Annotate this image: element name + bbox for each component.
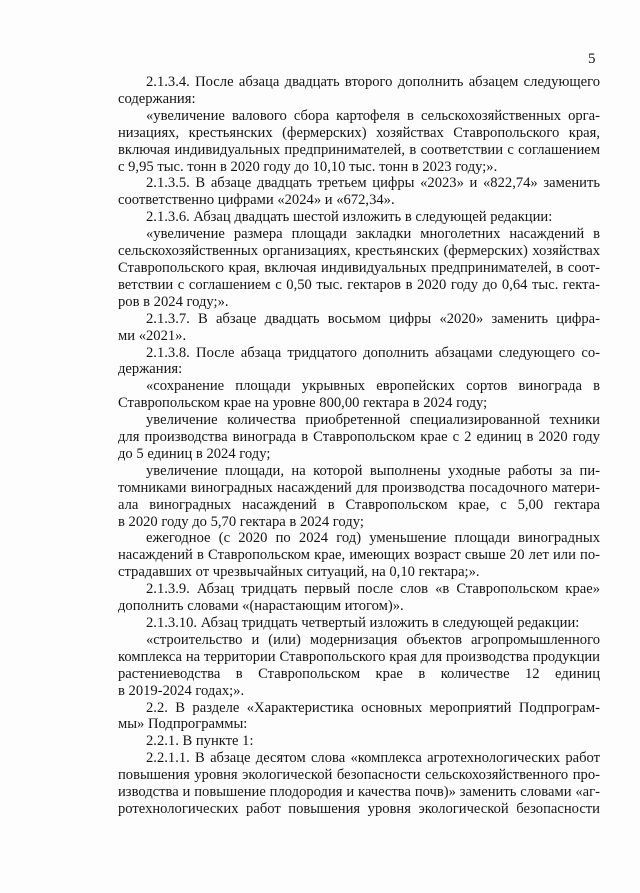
paragraph <box>118 463 600 531</box>
paragraph <box>118 581 600 615</box>
text-line: соответственно цифрами «2024» и «672,34». <box>118 192 395 209</box>
paragraph <box>118 378 600 412</box>
paragraph <box>118 175 600 209</box>
text-line: повышения уровня экологической безопасности сельскохозяйственного про- <box>118 767 600 784</box>
paragraph <box>118 209 600 226</box>
paragraph <box>118 345 600 379</box>
text-line: страдавших от чрезвычайных ситуаций, на 0,10 гектара;». <box>118 564 480 581</box>
text-line: ежегодное (с 2020 по 2024 год) уменьшение площади виноградных <box>146 530 600 547</box>
text-line: ров в 2024 году;». <box>118 293 229 310</box>
text-line: комплекса на территории Ставропольского края для производства продукции <box>118 648 600 665</box>
paragraph <box>118 750 600 818</box>
text-line: 2.2. В разделе «Характеристика основных мероприятий Подпрограм- <box>146 699 600 716</box>
paragraph <box>118 615 600 632</box>
text-line: 2.1.3.7. В абзаце двадцать восьмом цифры «2020» заменить цифра- <box>146 310 600 327</box>
text-line: с 9,95 тыс. тонн в 2020 году до 10,10 тыс. тонн в 2023 году;». <box>118 158 498 175</box>
paragraph <box>118 108 600 176</box>
text-line: растениеводства в Ставропольском крае в количестве 12 единиц <box>118 665 600 682</box>
text-line: 2.1.3.8. После абзаца тридцатого дополнить абзацами следующего со- <box>146 344 600 361</box>
page-number: 5 <box>588 51 596 67</box>
text-line: насаждений в Ставропольском крае, имеющих возраст свыше 20 лет или по- <box>118 547 600 564</box>
paragraph <box>118 74 600 108</box>
text-line: в 2019-2024 годах;». <box>118 682 245 699</box>
text-line: в 2020 году до 5,70 гектара в 2024 году; <box>118 513 364 530</box>
text-line: Ставропольского края, включая индивидуальных предпринимателей, в соот- <box>118 259 600 276</box>
text-line: ала виноградных насаждений в Ставропольском крае, с 5,00 гектара <box>118 496 600 513</box>
paragraph <box>118 733 600 750</box>
text-line: ветствии с соглашением с 0,50 тыс. гектаров в 2020 году до 0,64 тыс. гекта- <box>118 276 600 293</box>
text-line: 2.1.3.6. Абзац двадцать шестой изложить в следующей редакции: <box>146 209 553 226</box>
text-line: «сохранение площади укрывных европейских сортов винограда в <box>146 378 600 395</box>
paragraph <box>118 530 600 581</box>
text-line: для производства винограда в Ставропольском крае с 2 единиц в 2020 году <box>118 429 600 446</box>
text-line: низациях, крестьянских (фермерских) хозяйствах Ставропольского края, <box>118 124 600 141</box>
text-line: 2.1.3.4. После абзаца двадцать второго дополнить абзацем следующего <box>146 74 600 90</box>
text-line: дополнить словами «(нарастающим итогом)». <box>118 598 404 615</box>
text-line: увеличение площади, на которой выполнены уходные работы за пи- <box>146 462 600 479</box>
text-line: ми «2021». <box>118 327 187 344</box>
text-line: сельскохозяйственных организациях, крестьянских (фермерских) хозяйствах <box>118 243 600 260</box>
paragraph <box>118 226 600 311</box>
text-line: содержания: <box>118 90 196 107</box>
text-line: 2.1.3.9. Абзац тридцать первый после слов «в Ставропольском крае» <box>146 581 600 598</box>
text-line: «увеличение валового сбора картофеля в сельскохозяйственных орга- <box>146 107 600 124</box>
paragraph <box>118 632 600 700</box>
text-line: мы» Подпрограммы: <box>118 716 248 733</box>
document-body <box>118 74 600 818</box>
paragraph <box>118 311 600 345</box>
paragraph <box>118 412 600 463</box>
text-line: держания: <box>118 361 183 378</box>
text-line: 2.1.3.5. В абзаце двадцать третьем цифры «2023» и «822,74» заменить <box>146 175 600 192</box>
text-line: томниками виноградных насаждений для производства посадочного матери- <box>118 479 600 496</box>
paragraph <box>118 700 600 734</box>
text-line: Ставропольском крае на уровне 800,00 гектара в 2024 году; <box>118 395 488 412</box>
text-line: до 5 единиц в 2024 году; <box>118 445 271 462</box>
text-line: «строительство и (или) модернизация объектов агропромышленного <box>146 631 600 648</box>
text-line: включая индивидуальных предпринимателей, в соответствии с соглашением <box>118 141 600 158</box>
text-line: изводства и повышение плодородия и качества почв)» заменить словами «аг- <box>118 784 600 801</box>
text-line: 2.2.1.1. В абзаце десятом слова «комплекса агротехнологических работ <box>146 750 600 767</box>
text-line: «увеличение размера площади закладки многолетних насаждений в <box>146 226 600 243</box>
text-line: ротехнологических работ повышения уровня экологической безопасности <box>118 800 600 817</box>
text-line: 2.2.1. В пункте 1: <box>146 733 254 750</box>
text-line: 2.1.3.10. Абзац тридцать четвертый изложить в следующей редакции: <box>146 615 580 631</box>
text-line: увеличение количества приобретенной специализированной техники <box>146 412 600 429</box>
